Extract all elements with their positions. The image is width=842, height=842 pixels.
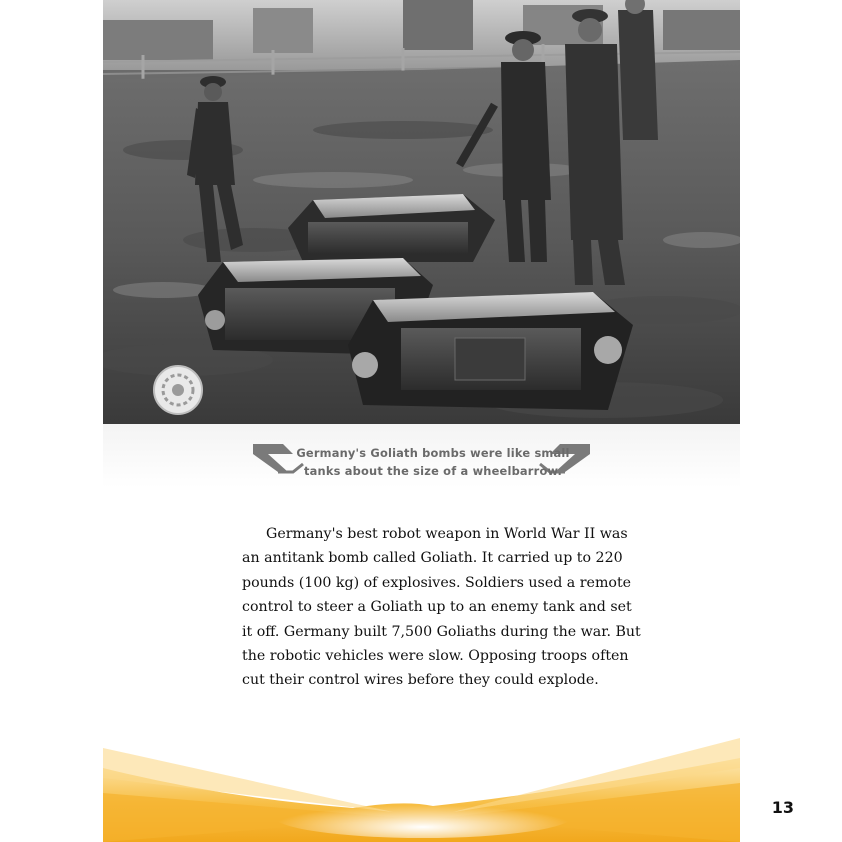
body-paragraph: Germany's best robot weapon in World War II was an antitank bomb called Goliath. It carried up to 220 pounds (100 kg) of explosives. Soldiers used a remote control to steer a Goliath up to an enemy tank and set it off. Germany built 7,500 Goliaths during the war. But the robotic vehicles were slow. Opposing troops often cut their control wires before they could explode. bbox=[242, 526, 641, 689]
photo-caption: Germany's Goliath bombs were like small tanks about the size of a wheelbarrow. bbox=[296, 446, 570, 478]
gear-badge-icon bbox=[154, 366, 202, 414]
book-page bbox=[103, 0, 740, 842]
page-number: 13 bbox=[771, 798, 794, 817]
footer-sunburst bbox=[103, 738, 740, 842]
footer-sunburst-drawing bbox=[103, 738, 740, 842]
body-text bbox=[242, 522, 642, 693]
goliath-photo-drawing bbox=[103, 0, 740, 424]
caption-band bbox=[103, 424, 740, 504]
goliath-photo bbox=[103, 0, 740, 424]
